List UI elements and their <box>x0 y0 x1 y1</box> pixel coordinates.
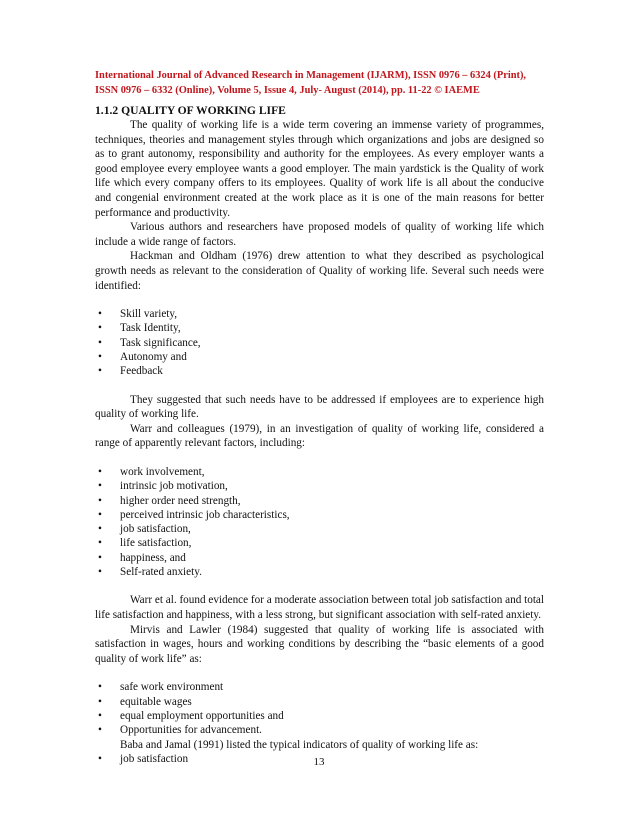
bullet-icon: • <box>98 508 102 521</box>
list-item: • higher order need strength, <box>95 494 544 508</box>
paragraph-mirvis-lawler: Mirvis and Lawler (1984) suggested that quality of working life is associated with satisfaction in wages, hours and working conditions by describing the “basic elements of a good quality of work life” as: <box>95 623 544 665</box>
list-item: • Autonomy and <box>95 350 544 364</box>
bullet-icon: • <box>98 551 102 564</box>
journal-header-line-1: International Journal of Advanced Research in Management (IJARM), ISSN 0976 – 6324 (Print), <box>95 70 527 81</box>
paragraph-baba-jamal: Baba and Jamal (1991) listed the typical indicators of quality of working life as: <box>120 738 479 751</box>
list-item: • safe work environment <box>95 680 544 694</box>
bullet-icon: • <box>98 494 102 507</box>
body-text <box>95 118 544 766</box>
bullet-icon: • <box>98 365 102 378</box>
list-item: • Feedback <box>95 364 544 378</box>
journal-header <box>95 68 543 98</box>
bullet-icon: • <box>98 523 102 536</box>
bullet-icon: • <box>98 681 102 694</box>
list-item: • Skill variety, <box>95 307 544 321</box>
bullet-icon: • <box>98 566 102 579</box>
bullet-icon: • <box>98 465 102 478</box>
bullet-icon: • <box>98 695 102 708</box>
bullet-icon: • <box>98 537 102 550</box>
paragraph-qwl-definition: The quality of working life is a wide term covering an immense variety of programmes, techniques, theories and management styles through which organizations and jobs are designed so as to grant autonomy, responsibility and authority for the employees. As every employer wants a good employee every employee wants a good employer. The main yardstick is the Quality of work life which every company offers to its employees. Quality of work life is all about the conducive and congenial environment created at the work place as it is one of the main reasons for better performance and productivity. <box>95 119 544 219</box>
list-item: • perceived intrinsic job characteristics, <box>95 508 544 522</box>
paragraph-warr-findings: Warr et al. found evidence for a moderate association between total job satisfaction and total life satisfaction and happiness, with a less strong, but significant association with self-rated anxiety. <box>95 594 544 621</box>
list-item: • equal employment opportunities and <box>95 709 544 723</box>
paragraph-models: Various authors and researchers have proposed models of quality of working life which include a wide range of factors. <box>95 221 544 248</box>
bullet-icon: • <box>98 308 102 321</box>
list-item: • happiness, and <box>95 551 544 565</box>
page-number: 13 <box>313 756 325 768</box>
list-item: • intrinsic job motivation, <box>95 479 544 493</box>
bullet-icon: • <box>98 322 102 335</box>
paragraph-needs-addressed: They suggested that such needs have to be addressed if employees are to experience high quality of working life. <box>95 393 544 421</box>
list-hackman-needs <box>95 307 544 378</box>
paragraph-warr: Warr and colleagues (1979), in an investigation of quality of working life, considered a range of apparently relevant factors, including: <box>95 422 544 450</box>
list-item: • job satisfaction, <box>95 522 544 536</box>
list-item: • Self-rated anxiety. <box>95 565 544 579</box>
journal-header-line-2: ISSN 0976 – 6332 (Online), Volume 5, Issue 4, July- August (2014), pp. 11-22 © IAEME <box>95 85 480 96</box>
list-item: • Task Identity, <box>95 321 544 335</box>
list-warr-factors <box>95 465 544 579</box>
list-item: • Opportunities for advancement. <box>95 723 544 737</box>
bullet-icon: • <box>98 709 102 722</box>
list-item: • life satisfaction, <box>95 536 544 550</box>
list-item: • equitable wages <box>95 695 544 709</box>
bullet-icon: • <box>98 753 102 766</box>
paragraph-hackman-oldham: Hackman and Oldham (1976) drew attention to what they described as psychological growth needs as relevant to the consideration of Quality of working life. Several such needs were identified: <box>95 250 544 292</box>
bullet-icon: • <box>98 480 102 493</box>
list-item: • work involvement, <box>95 465 544 479</box>
section-title: 1.1.2 QUALITY OF WORKING LIFE <box>95 104 286 117</box>
list-item: • Task significance, <box>95 336 544 350</box>
bullet-icon: • <box>98 351 102 364</box>
list-mirvis-elements <box>95 680 544 737</box>
bullet-icon: • <box>98 724 102 737</box>
list-item: • job satisfaction <box>95 752 544 766</box>
bullet-icon: • <box>98 336 102 349</box>
